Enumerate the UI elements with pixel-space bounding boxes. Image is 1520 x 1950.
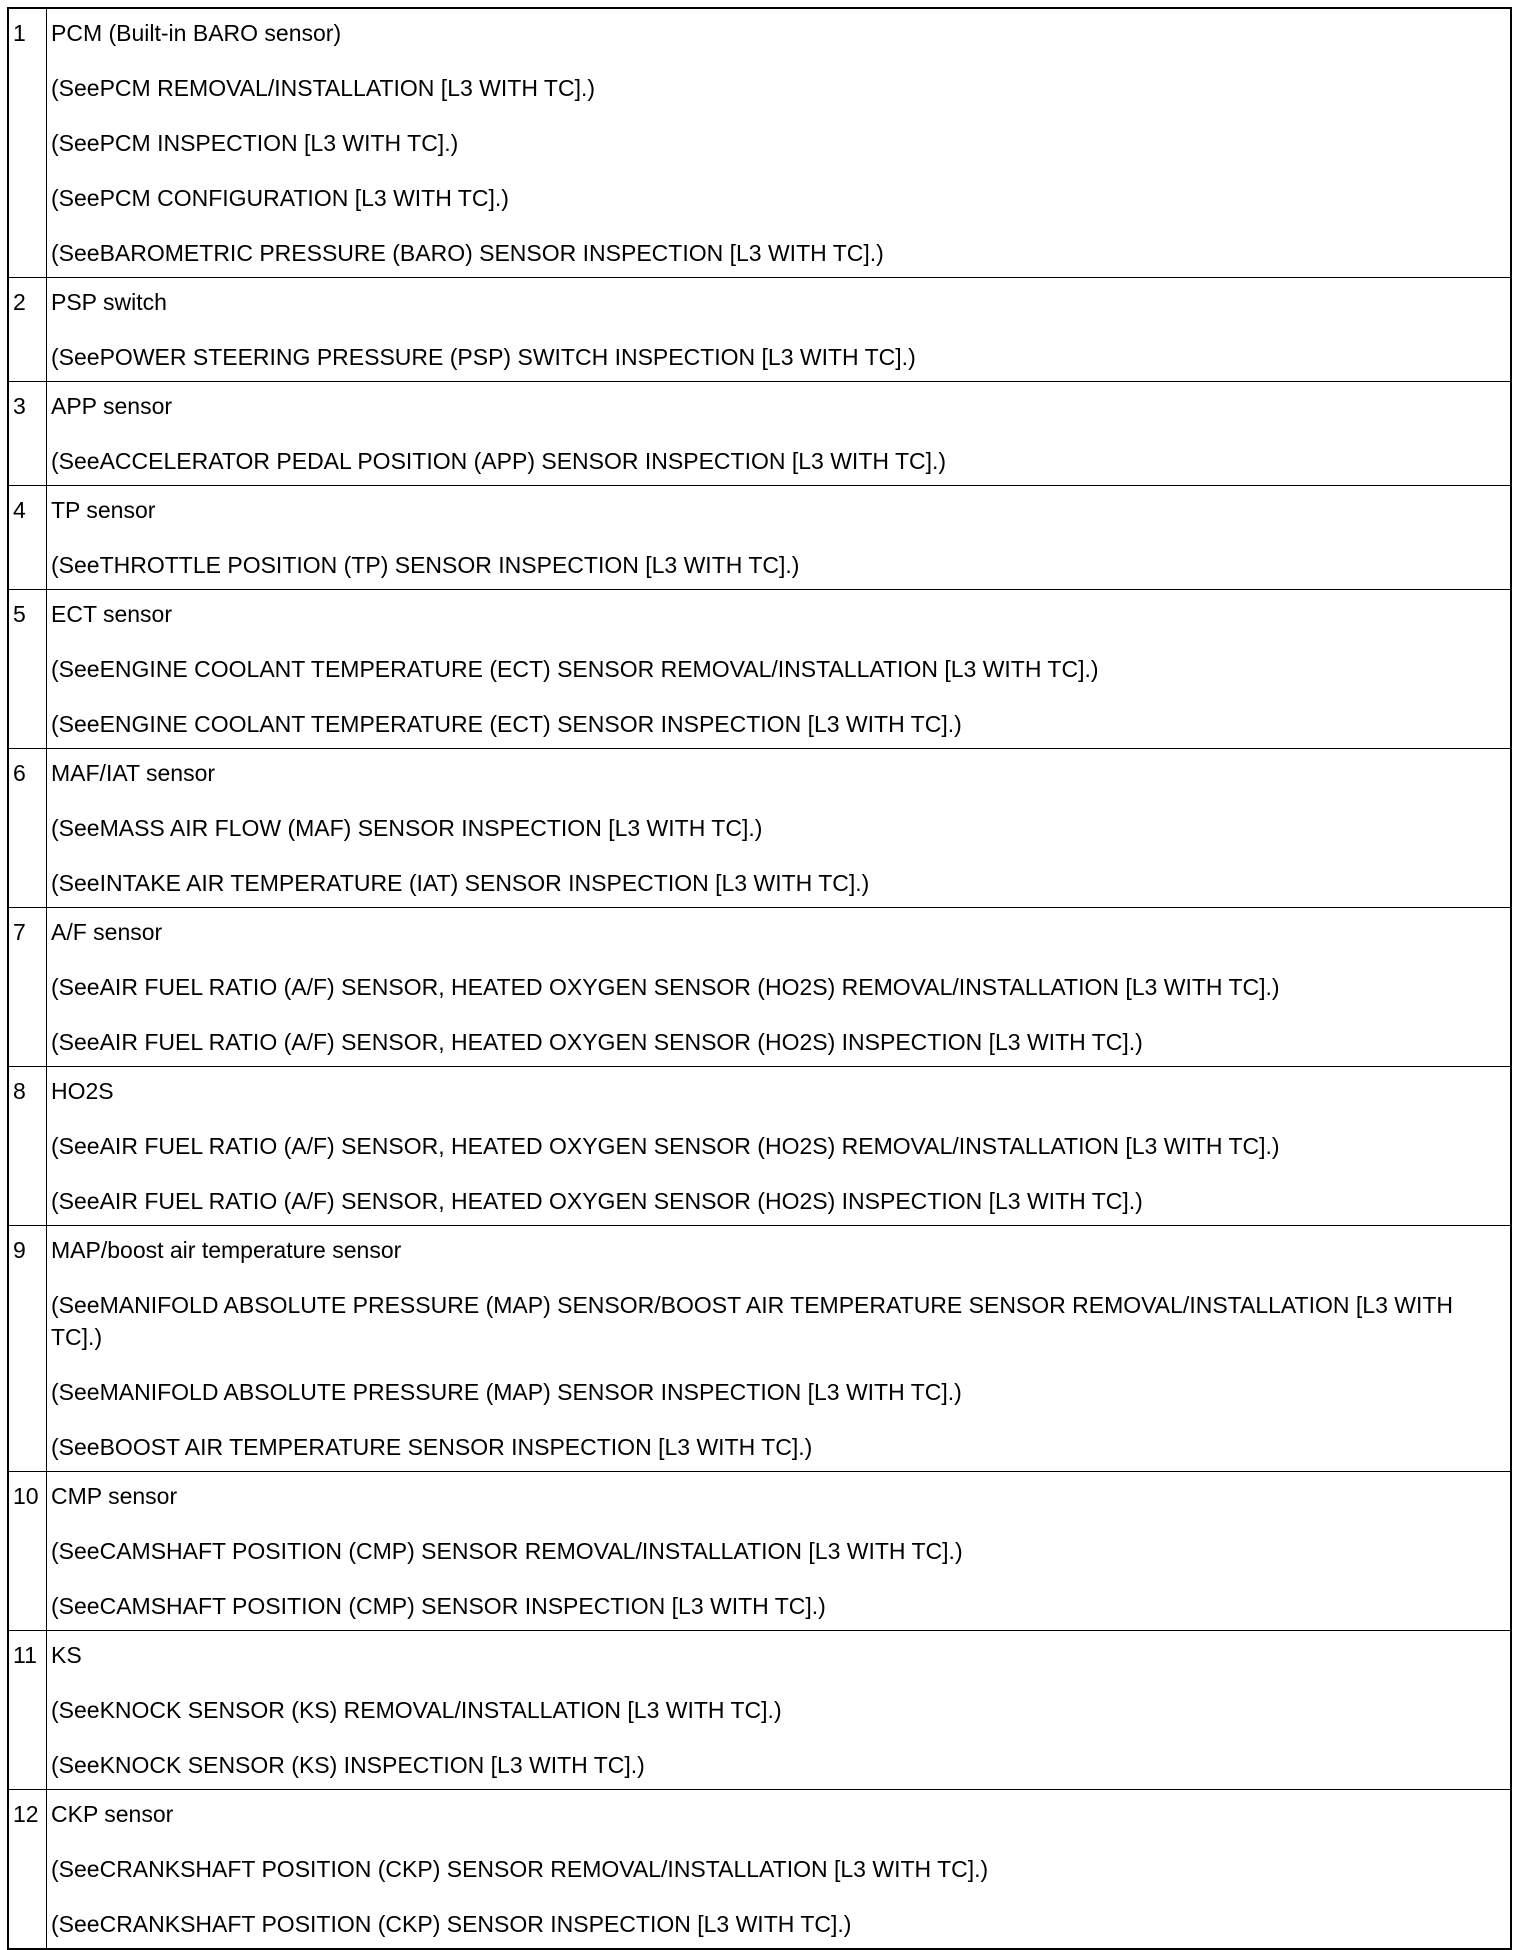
- component-description: [47, 1790, 1512, 1950]
- component-description: [47, 1631, 1512, 1790]
- component-description: [47, 908, 1512, 1067]
- procedure-reference-link[interactable]: (SeeENGINE COOLANT TEMPERATURE (ECT) SENSOR REMOVAL/INSTALLATION [L3 WITH TC].): [51, 656, 1099, 682]
- procedure-reference-link[interactable]: (SeeCAMSHAFT POSITION (CMP) SENSOR INSPECTION [L3 WITH TC].): [51, 1593, 826, 1619]
- procedure-reference-link[interactable]: (SeeINTAKE AIR TEMPERATURE (IAT) SENSOR INSPECTION [L3 WITH TC].): [51, 870, 870, 896]
- procedure-reference-link[interactable]: (SeeMANIFOLD ABSOLUTE PRESSURE (MAP) SENSOR/BOOST AIR TEMPERATURE SENSOR REMOVAL/INSTALLATION [L3 WITH TC].): [51, 1292, 1454, 1350]
- component-row: [8, 1226, 1511, 1472]
- component-row: [8, 749, 1511, 908]
- component-number: 2: [8, 278, 47, 382]
- component-row: [8, 8, 1511, 278]
- procedure-reference-link[interactable]: (SeeENGINE COOLANT TEMPERATURE (ECT) SENSOR INSPECTION [L3 WITH TC].): [51, 711, 962, 737]
- component-description: [47, 1226, 1512, 1472]
- procedure-reference-link[interactable]: (SeePOWER STEERING PRESSURE (PSP) SWITCH INSPECTION [L3 WITH TC].): [51, 344, 916, 370]
- procedure-reference-link[interactable]: (SeePCM CONFIGURATION [L3 WITH TC].): [51, 185, 509, 211]
- component-row: [8, 486, 1511, 590]
- component-number: 6: [8, 749, 47, 908]
- procedure-reference-link[interactable]: (SeeMANIFOLD ABSOLUTE PRESSURE (MAP) SENSOR INSPECTION [L3 WITH TC].): [51, 1379, 962, 1405]
- component-number: 12: [8, 1790, 47, 1950]
- component-description: [47, 1067, 1512, 1226]
- component-table: [7, 7, 1512, 1950]
- component-table-body: [8, 8, 1511, 1949]
- procedure-reference-link[interactable]: (SeeKNOCK SENSOR (KS) INSPECTION [L3 WITH TC].): [51, 1752, 645, 1778]
- component-row: [8, 590, 1511, 749]
- procedure-reference-link[interactable]: (SeeMASS AIR FLOW (MAF) SENSOR INSPECTION [L3 WITH TC].): [51, 815, 763, 841]
- component-name: PCM (Built-in BARO sensor): [51, 20, 342, 46]
- component-number: 4: [8, 486, 47, 590]
- component-name: ECT sensor: [51, 601, 173, 627]
- component-description: [47, 382, 1512, 486]
- component-number: 7: [8, 908, 47, 1067]
- procedure-reference-link[interactable]: (SeeCAMSHAFT POSITION (CMP) SENSOR REMOVAL/INSTALLATION [L3 WITH TC].): [51, 1538, 963, 1564]
- component-reference-sheet: [7, 7, 1512, 1950]
- component-description: [47, 278, 1512, 382]
- component-row: [8, 278, 1511, 382]
- component-number: 5: [8, 590, 47, 749]
- component-description: [47, 486, 1512, 590]
- procedure-reference-link[interactable]: (SeeTHROTTLE POSITION (TP) SENSOR INSPECTION [L3 WITH TC].): [51, 552, 800, 578]
- procedure-reference-link[interactable]: (SeeACCELERATOR PEDAL POSITION (APP) SENSOR INSPECTION [L3 WITH TC].): [51, 448, 947, 474]
- component-description: [47, 590, 1512, 749]
- procedure-reference-link[interactable]: (SeePCM INSPECTION [L3 WITH TC].): [51, 130, 459, 156]
- procedure-reference-link[interactable]: (SeeAIR FUEL RATIO (A/F) SENSOR, HEATED OXYGEN SENSOR (HO2S) REMOVAL/INSTALLATION [L3 WITH TC].): [51, 974, 1280, 1000]
- procedure-reference-link[interactable]: (SeeBOOST AIR TEMPERATURE SENSOR INSPECTION [L3 WITH TC].): [51, 1434, 813, 1460]
- component-row: [8, 1631, 1511, 1790]
- component-name: CMP sensor: [51, 1483, 178, 1509]
- component-name: KS: [51, 1642, 82, 1668]
- component-name: APP sensor: [51, 393, 173, 419]
- procedure-reference-link[interactable]: (SeeAIR FUEL RATIO (A/F) SENSOR, HEATED OXYGEN SENSOR (HO2S) REMOVAL/INSTALLATION [L3 WITH TC].): [51, 1133, 1280, 1159]
- component-name: TP sensor: [51, 497, 156, 523]
- component-name: CKP sensor: [51, 1801, 174, 1827]
- component-description: [47, 749, 1512, 908]
- component-number: 11: [8, 1631, 47, 1790]
- procedure-reference-link[interactable]: (SeeCRANKSHAFT POSITION (CKP) SENSOR REMOVAL/INSTALLATION [L3 WITH TC].): [51, 1856, 989, 1882]
- component-description: [47, 8, 1512, 278]
- component-name: PSP switch: [51, 289, 167, 315]
- procedure-reference-link[interactable]: (SeeAIR FUEL RATIO (A/F) SENSOR, HEATED OXYGEN SENSOR (HO2S) INSPECTION [L3 WITH TC].): [51, 1029, 1143, 1055]
- component-row: [8, 1472, 1511, 1631]
- procedure-reference-link[interactable]: (SeeKNOCK SENSOR (KS) REMOVAL/INSTALLATION [L3 WITH TC].): [51, 1697, 782, 1723]
- component-name: HO2S: [51, 1078, 114, 1104]
- component-number: 10: [8, 1472, 47, 1631]
- procedure-reference-link[interactable]: (SeePCM REMOVAL/INSTALLATION [L3 WITH TC].): [51, 75, 596, 101]
- component-row: [8, 1790, 1511, 1950]
- component-row: [8, 1067, 1511, 1226]
- component-number: 9: [8, 1226, 47, 1472]
- component-number: 1: [8, 8, 47, 278]
- procedure-reference-link[interactable]: (SeeCRANKSHAFT POSITION (CKP) SENSOR INSPECTION [L3 WITH TC].): [51, 1911, 852, 1937]
- component-row: [8, 382, 1511, 486]
- component-row: [8, 908, 1511, 1067]
- procedure-reference-link[interactable]: (SeeAIR FUEL RATIO (A/F) SENSOR, HEATED OXYGEN SENSOR (HO2S) INSPECTION [L3 WITH TC].): [51, 1188, 1143, 1214]
- component-number: 8: [8, 1067, 47, 1226]
- component-name: MAF/IAT sensor: [51, 760, 216, 786]
- component-number: 3: [8, 382, 47, 486]
- component-description: [47, 1472, 1512, 1631]
- component-name: MAP/boost air temperature sensor: [51, 1237, 402, 1263]
- component-name: A/F sensor: [51, 919, 163, 945]
- procedure-reference-link[interactable]: (SeeBAROMETRIC PRESSURE (BARO) SENSOR INSPECTION [L3 WITH TC].): [51, 240, 884, 266]
